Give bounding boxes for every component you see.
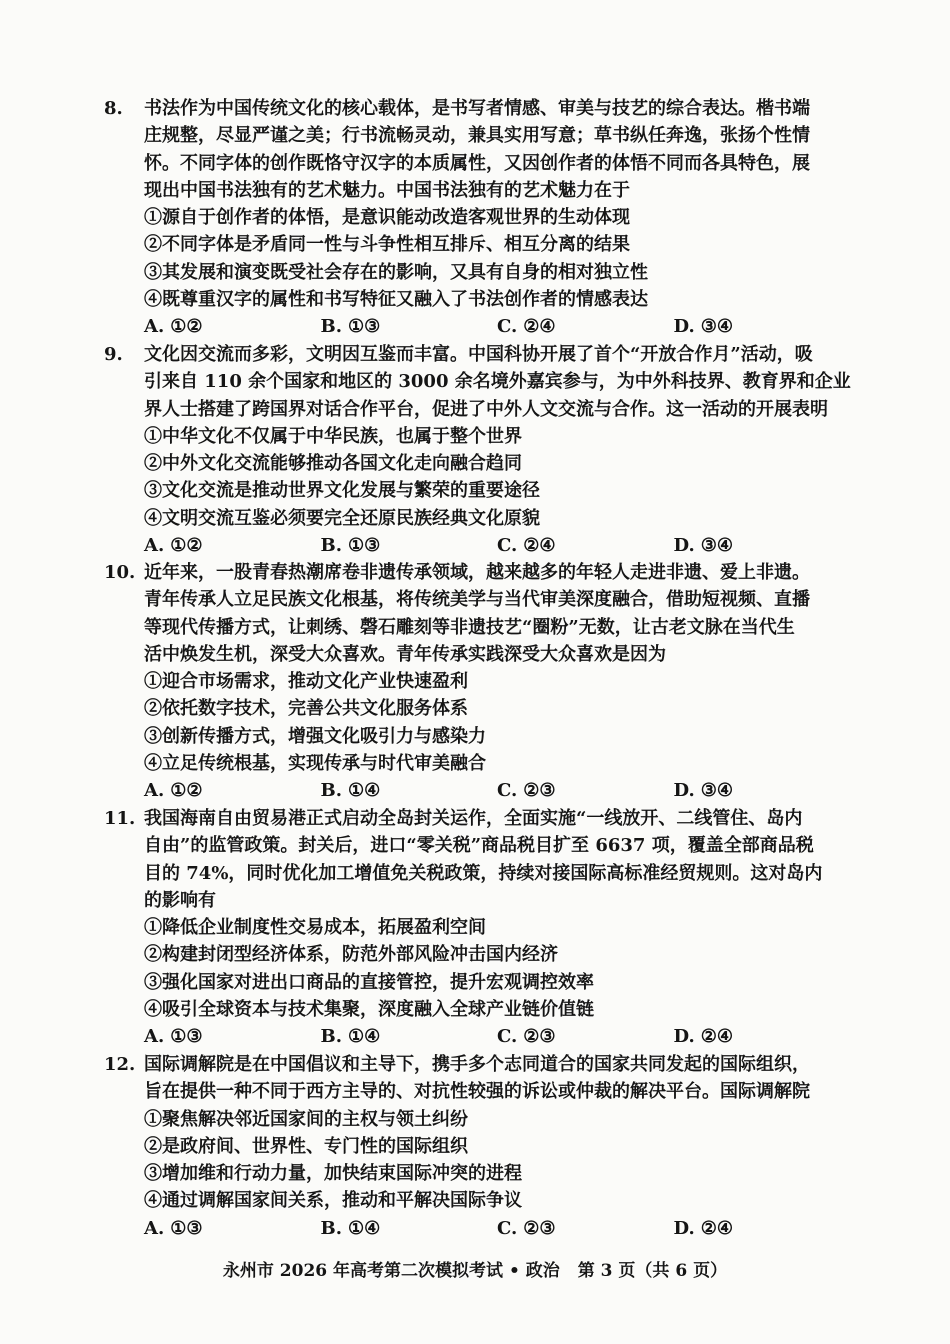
page-number: 第 3 页（共 6 页） bbox=[577, 1261, 728, 1281]
statement: ②依托数字技术，完善公共文化服务体系 bbox=[144, 698, 468, 720]
option-text: ③④ bbox=[700, 535, 734, 557]
option-letter: C. bbox=[497, 316, 518, 338]
exam-title: 永州市 2026 年高考第二次模拟考试 • 政治 bbox=[222, 1261, 560, 1281]
option-c bbox=[497, 532, 674, 559]
option-text: ②④ bbox=[700, 1026, 734, 1048]
stem-line: 文化因交流而多彩，文明因互鉴而丰富。中国科协开展了首个“开放合作月”活动，吸 bbox=[144, 344, 813, 365]
option-d bbox=[674, 532, 851, 559]
option-b bbox=[321, 777, 498, 804]
statement: ③其发展和演变既受社会存在的影响，又具有自身的相对独立性 bbox=[144, 261, 648, 283]
statement: ②构建封闭型经济体系，防范外部风险冲击国内经济 bbox=[144, 944, 558, 966]
option-text: ①② bbox=[170, 535, 203, 557]
statement: ③强化国家对进出口商品的直接管控，提升宏观调控效率 bbox=[144, 971, 594, 993]
option-letter: D. bbox=[673, 1026, 695, 1048]
option-b bbox=[321, 313, 498, 340]
option-letter: B. bbox=[320, 535, 342, 557]
option-letter: D. bbox=[673, 780, 695, 802]
option-text: ①② bbox=[170, 780, 203, 802]
question-body bbox=[144, 559, 850, 805]
stem-line: 书法作为中国传统文化的核心载体，是书写者情感、审美与技艺的综合表达。楷书端 bbox=[144, 98, 810, 119]
question-body bbox=[144, 95, 850, 341]
stem-line: 等现代传播方式，让刺绣、磬石雕刻等非遗技艺“圈粉”无数，让古老文脉在当代生 bbox=[144, 616, 795, 638]
statement: ①源自于创作者的体悟，是意识能动改造客观世界的生动体现 bbox=[144, 207, 630, 229]
option-letter: C. bbox=[497, 780, 518, 802]
stem-line: 怀。不同字体的创作既恪守汉字的本质属性，又因创作者的体悟不同而各具特色，展 bbox=[144, 152, 810, 174]
option-text: ②④ bbox=[523, 316, 556, 338]
option-letter: C. bbox=[497, 535, 518, 557]
statement: ③创新传播方式，增强文化吸引力与感染力 bbox=[144, 725, 486, 747]
answer-options bbox=[144, 777, 850, 804]
stem-line: 目的 74%，同时优化加工增值免关税政策，持续对接国际高标准经贸规则。这对岛内 bbox=[144, 862, 823, 884]
stem-line: 庄规整，尽显严谨之美；行书流畅灵动，兼具实用写意；草书纵任奔逸，张扬个性情 bbox=[144, 125, 810, 147]
question-number: 8. bbox=[104, 98, 123, 119]
option-text: ①② bbox=[170, 316, 203, 338]
question-number: 11. bbox=[104, 808, 136, 829]
statement: ①聚焦解决邻近国家间的主权与领土纠纷 bbox=[144, 1108, 468, 1130]
option-c bbox=[497, 777, 674, 804]
option-letter: D. bbox=[673, 535, 695, 557]
question-10 bbox=[104, 559, 850, 805]
stem-line: 近年来，一股青春热潮席卷非遗传承领域，越来越多的年轻人走进非遗、爱上非遗。 bbox=[144, 562, 810, 583]
option-letter: C. bbox=[497, 1026, 518, 1048]
option-a bbox=[144, 1215, 321, 1242]
option-text: ①④ bbox=[347, 1026, 381, 1048]
option-a bbox=[144, 313, 321, 340]
option-letter: D. bbox=[673, 316, 695, 338]
statement: ①降低企业制度性交易成本，拓展盈利空间 bbox=[144, 917, 486, 939]
option-d bbox=[674, 777, 851, 804]
option-text: ②④ bbox=[700, 1217, 734, 1239]
option-a bbox=[144, 1023, 321, 1050]
option-text: ①③ bbox=[170, 1217, 203, 1239]
statement: ③文化交流是推动世界文化发展与繁荣的重要途径 bbox=[144, 480, 540, 502]
question-9 bbox=[104, 341, 850, 559]
statement: ④通过调解国家间关系，推动和平解决国际争议 bbox=[144, 1190, 522, 1212]
question-8 bbox=[104, 95, 850, 341]
option-text: ③④ bbox=[700, 780, 734, 802]
option-c bbox=[497, 1215, 674, 1242]
answer-options bbox=[144, 1023, 850, 1050]
option-letter: B. bbox=[320, 1217, 342, 1239]
option-text: ①③ bbox=[347, 535, 381, 557]
option-d bbox=[674, 1215, 851, 1242]
option-text: ①④ bbox=[347, 780, 381, 802]
question-body bbox=[144, 341, 850, 559]
option-letter: D. bbox=[673, 1217, 695, 1239]
option-d bbox=[674, 1023, 851, 1050]
option-a bbox=[144, 532, 321, 559]
statement: ①迎合市场需求，推动文化产业快速盈利 bbox=[144, 671, 468, 693]
option-b bbox=[321, 1215, 498, 1242]
option-b bbox=[321, 532, 498, 559]
option-c bbox=[497, 1023, 674, 1050]
statement: ④文明交流互鉴必须要完全还原民族经典文化原貌 bbox=[144, 507, 540, 529]
statement: ④既尊重汉字的属性和书写特征又融入了书法创作者的情感表达 bbox=[144, 289, 648, 311]
statement: ④立足传统根基，实现传承与时代审美融合 bbox=[144, 753, 486, 775]
page-footer bbox=[0, 1259, 950, 1283]
question-body bbox=[144, 1051, 850, 1242]
statement: ④吸引全球资本与技术集聚，深度融入全球产业链价值链 bbox=[144, 999, 594, 1021]
stem-line: 我国海南自由贸易港正式启动全岛封关运作，全面实施“一线放开、二线管住、岛内 bbox=[144, 808, 803, 829]
option-text: ②③ bbox=[523, 1026, 556, 1048]
question-number: 12. bbox=[104, 1054, 136, 1075]
stem-line: 青年传承人立足民族文化根基，将传统美学与当代审美深度融合，借助短视频、直播 bbox=[144, 589, 810, 611]
option-text: ①③ bbox=[170, 1026, 203, 1048]
question-number: 9. bbox=[104, 344, 123, 365]
statement: ①中华文化不仅属于中华民族，也属于整个世界 bbox=[144, 425, 522, 447]
option-letter: A. bbox=[144, 780, 165, 802]
option-text: ③④ bbox=[700, 316, 734, 338]
option-letter: C. bbox=[497, 1217, 518, 1239]
question-body bbox=[144, 805, 850, 1051]
option-letter: A. bbox=[144, 535, 165, 557]
question-11 bbox=[104, 805, 850, 1051]
stem-line: 的影响有 bbox=[144, 889, 216, 911]
option-c bbox=[497, 313, 674, 340]
option-b bbox=[321, 1023, 498, 1050]
stem-line: 国际调解院是在中国倡议和主导下，携手多个志同道合的国家共同发起的国际组织， bbox=[144, 1054, 810, 1075]
option-text: ②③ bbox=[523, 780, 556, 802]
statement: ②不同字体是矛盾同一性与斗争性相互排斥、相互分离的结果 bbox=[144, 234, 630, 256]
option-text: ②④ bbox=[523, 535, 556, 557]
stem-line: 界人士搭建了跨国界对话合作平台，促进了中外人文交流与合作。这一活动的开展表明 bbox=[144, 398, 828, 420]
statement: ②是政府间、世界性、专门性的国际组织 bbox=[144, 1135, 468, 1157]
option-text: ②③ bbox=[523, 1217, 556, 1239]
question-12 bbox=[104, 1051, 850, 1242]
option-letter: A. bbox=[144, 316, 165, 338]
option-a bbox=[144, 777, 321, 804]
stem-line: 旨在提供一种不同于西方主导的、对抗性较强的诉讼或仲裁的解决平台。国际调解院 bbox=[144, 1081, 810, 1103]
answer-options bbox=[144, 532, 850, 559]
answer-options bbox=[144, 313, 850, 340]
option-letter: B. bbox=[320, 780, 342, 802]
option-letter: A. bbox=[144, 1026, 165, 1048]
option-letter: A. bbox=[144, 1217, 165, 1239]
option-text: ①③ bbox=[347, 316, 381, 338]
stem-line: 自由”的监管政策。封关后，进口“零关税”商品税目扩至 6637 项，覆盖全部商品税 bbox=[144, 835, 814, 857]
stem-line: 现出中国书法独有的艺术魅力。中国书法独有的艺术魅力在于 bbox=[144, 179, 630, 201]
option-letter: B. bbox=[320, 1026, 342, 1048]
stem-line: 活中焕发生机，深受大众喜欢。青年传承实践深受大众喜欢是因为 bbox=[144, 643, 666, 665]
question-number: 10. bbox=[104, 562, 136, 583]
statement: ③增加维和行动力量，加快结束国际冲突的进程 bbox=[144, 1163, 522, 1185]
option-text: ①④ bbox=[347, 1217, 381, 1239]
answer-options bbox=[144, 1215, 850, 1242]
option-d bbox=[674, 313, 851, 340]
statement: ②中外文化交流能够推动各国文化走向融合趋同 bbox=[144, 453, 522, 475]
stem-line: 引来自 110 余个国家和地区的 3000 余名境外嘉宾参与，为中外科技界、教育界和企业 bbox=[144, 371, 851, 393]
option-letter: B. bbox=[320, 316, 342, 338]
